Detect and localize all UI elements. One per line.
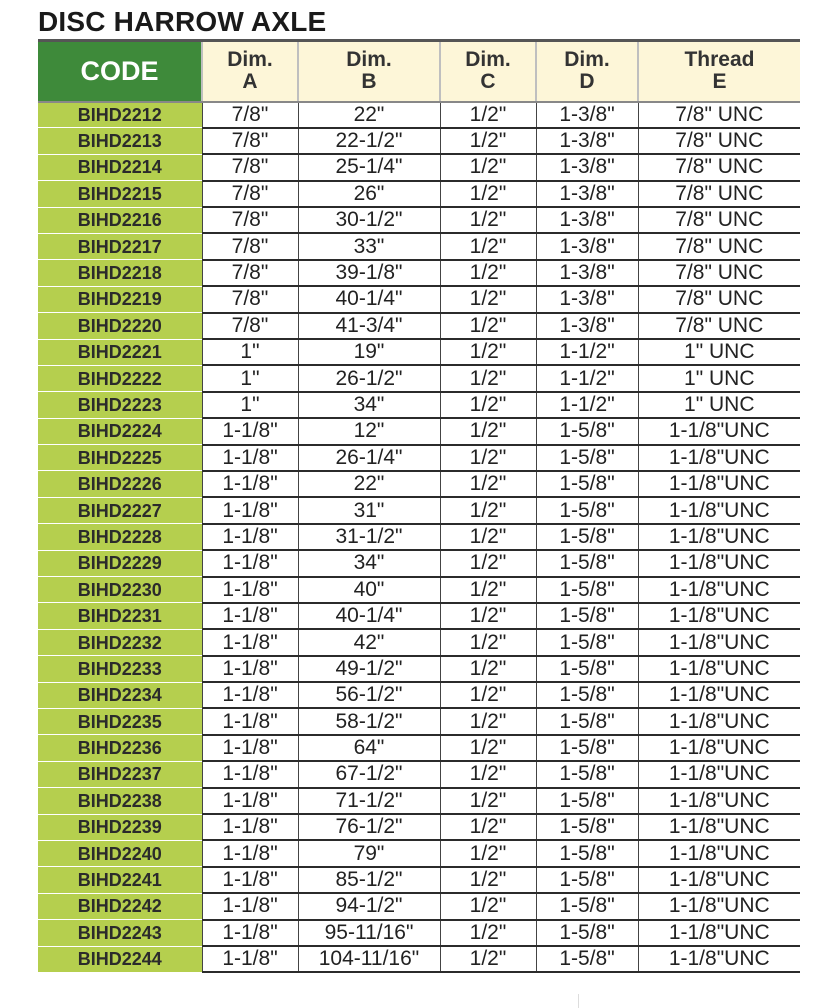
cell-dim-c: 1/2" <box>440 946 536 972</box>
cell-thread-e: 1-1/8"UNC <box>638 840 800 866</box>
cell-code: BIHD2228 <box>38 524 202 550</box>
table-row <box>38 577 800 603</box>
header-thread-e <box>638 41 800 102</box>
cell-code: BIHD2234 <box>38 682 202 708</box>
cell-code: BIHD2222 <box>38 365 202 391</box>
header-code: CODE <box>38 41 202 102</box>
cell-dim-d: 1-5/8" <box>536 682 638 708</box>
cell-dim-b: 22" <box>298 471 440 497</box>
cell-code: BIHD2223 <box>38 392 202 418</box>
cell-thread-e: 1-1/8"UNC <box>638 629 800 655</box>
cell-code: BIHD2215 <box>38 181 202 207</box>
cell-dim-d: 1-5/8" <box>536 867 638 893</box>
cell-dim-a: 1-1/8" <box>202 550 298 576</box>
cell-dim-b: 34" <box>298 550 440 576</box>
table-row <box>38 524 800 550</box>
cell-dim-c: 1/2" <box>440 418 536 444</box>
cell-dim-c: 1/2" <box>440 445 536 471</box>
cell-dim-a: 7/8" <box>202 102 298 128</box>
cell-thread-e: 7/8" UNC <box>638 313 800 339</box>
table-row <box>38 867 800 893</box>
cell-dim-c: 1/2" <box>440 867 536 893</box>
cell-thread-e: 1-1/8"UNC <box>638 524 800 550</box>
cell-dim-b: 26-1/4" <box>298 445 440 471</box>
cell-thread-e: 1-1/8"UNC <box>638 708 800 734</box>
cell-code: BIHD2239 <box>38 814 202 840</box>
table-row <box>38 286 800 312</box>
cell-dim-a: 7/8" <box>202 286 298 312</box>
header-dim-c <box>440 41 536 102</box>
table-row <box>38 814 800 840</box>
cell-dim-a: 1-1/8" <box>202 418 298 444</box>
cell-dim-d: 1-5/8" <box>536 814 638 840</box>
cell-code: BIHD2237 <box>38 761 202 787</box>
cell-dim-d: 1-1/2" <box>536 392 638 418</box>
cell-thread-e: 1-1/8"UNC <box>638 893 800 919</box>
header-dim-a-line1: Dim. <box>227 48 273 72</box>
cell-dim-a: 1-1/8" <box>202 524 298 550</box>
cell-dim-b: 40-1/4" <box>298 286 440 312</box>
cell-dim-b: 79" <box>298 840 440 866</box>
cell-dim-b: 85-1/2" <box>298 867 440 893</box>
table-row <box>38 840 800 866</box>
table-row <box>38 656 800 682</box>
cell-dim-d: 1-5/8" <box>536 418 638 444</box>
cell-dim-a: 1-1/8" <box>202 577 298 603</box>
cell-dim-a: 7/8" <box>202 181 298 207</box>
cell-thread-e: 1-1/8"UNC <box>638 867 800 893</box>
table-row <box>38 708 800 734</box>
cell-code: BIHD2219 <box>38 286 202 312</box>
cell-dim-a: 7/8" <box>202 128 298 154</box>
cell-dim-d: 1-5/8" <box>536 946 638 972</box>
cell-dim-b: 31" <box>298 497 440 523</box>
cell-code: BIHD2218 <box>38 260 202 286</box>
cell-dim-b: 40" <box>298 577 440 603</box>
cell-dim-d: 1-5/8" <box>536 550 638 576</box>
header-dim-a <box>202 41 298 102</box>
table-body <box>38 102 800 973</box>
header-dim-d <box>536 41 638 102</box>
cell-dim-b: 56-1/2" <box>298 682 440 708</box>
cell-dim-b: 22" <box>298 102 440 128</box>
cell-dim-a: 1-1/8" <box>202 761 298 787</box>
cell-thread-e: 1" UNC <box>638 339 800 365</box>
cell-dim-a: 7/8" <box>202 313 298 339</box>
table-row <box>38 445 800 471</box>
cell-dim-d: 1-5/8" <box>536 445 638 471</box>
cell-dim-c: 1/2" <box>440 497 536 523</box>
cell-dim-a: 7/8" <box>202 233 298 259</box>
cell-code: BIHD2230 <box>38 577 202 603</box>
cell-dim-a: 1-1/8" <box>202 788 298 814</box>
cell-dim-a: 1-1/8" <box>202 682 298 708</box>
cell-dim-d: 1-3/8" <box>536 102 638 128</box>
cell-thread-e: 1-1/8"UNC <box>638 603 800 629</box>
cell-dim-c: 1/2" <box>440 207 536 233</box>
cell-dim-c: 1/2" <box>440 102 536 128</box>
cell-code: BIHD2229 <box>38 550 202 576</box>
cell-code: BIHD2241 <box>38 867 202 893</box>
cell-dim-c: 1/2" <box>440 128 536 154</box>
cell-dim-d: 1-5/8" <box>536 629 638 655</box>
cell-thread-e: 7/8" UNC <box>638 102 800 128</box>
table-row <box>38 154 800 180</box>
cell-dim-c: 1/2" <box>440 577 536 603</box>
cell-thread-e: 1-1/8"UNC <box>638 946 800 972</box>
cell-dim-c: 1/2" <box>440 893 536 919</box>
table-header-row <box>38 41 800 102</box>
cell-code: BIHD2244 <box>38 946 202 972</box>
cell-dim-c: 1/2" <box>440 181 536 207</box>
cell-dim-d: 1-3/8" <box>536 181 638 207</box>
cell-dim-c: 1/2" <box>440 471 536 497</box>
table-row <box>38 365 800 391</box>
table-row <box>38 418 800 444</box>
cell-dim-b: 31-1/2" <box>298 524 440 550</box>
cell-code: BIHD2227 <box>38 497 202 523</box>
cell-code: BIHD2224 <box>38 418 202 444</box>
table-row <box>38 128 800 154</box>
cell-dim-a: 7/8" <box>202 207 298 233</box>
cell-dim-d: 1-3/8" <box>536 233 638 259</box>
table-row <box>38 339 800 365</box>
table-row <box>38 102 800 128</box>
cell-dim-b: 40-1/4" <box>298 603 440 629</box>
cell-dim-d: 1-3/8" <box>536 207 638 233</box>
table-row <box>38 629 800 655</box>
cell-thread-e: 1-1/8"UNC <box>638 761 800 787</box>
cell-dim-c: 1/2" <box>440 788 536 814</box>
header-dim-b <box>298 41 440 102</box>
header-dim-b-line1: Dim. <box>346 48 392 72</box>
cell-dim-b: 26-1/2" <box>298 365 440 391</box>
cell-dim-b: 22-1/2" <box>298 128 440 154</box>
cell-code: BIHD2231 <box>38 603 202 629</box>
table-row <box>38 260 800 286</box>
cell-dim-b: 26" <box>298 181 440 207</box>
header-thread-e-line2: E <box>712 70 727 94</box>
cell-dim-a: 1" <box>202 339 298 365</box>
cell-dim-c: 1/2" <box>440 339 536 365</box>
cell-dim-d: 1-1/2" <box>536 365 638 391</box>
cell-dim-b: 49-1/2" <box>298 656 440 682</box>
cell-dim-b: 12" <box>298 418 440 444</box>
table-row <box>38 735 800 761</box>
cell-code: BIHD2242 <box>38 893 202 919</box>
cell-code: BIHD2235 <box>38 708 202 734</box>
cell-code: BIHD2214 <box>38 154 202 180</box>
cell-dim-c: 1/2" <box>440 840 536 866</box>
cell-dim-d: 1-3/8" <box>536 154 638 180</box>
header-dim-d-line1: Dim. <box>564 48 610 72</box>
cell-dim-c: 1/2" <box>440 682 536 708</box>
cell-dim-c: 1/2" <box>440 629 536 655</box>
cell-dim-a: 1" <box>202 392 298 418</box>
cell-dim-d: 1-5/8" <box>536 524 638 550</box>
cell-dim-d: 1-5/8" <box>536 603 638 629</box>
cell-code: BIHD2217 <box>38 233 202 259</box>
cell-dim-c: 1/2" <box>440 920 536 946</box>
cell-dim-a: 1-1/8" <box>202 656 298 682</box>
cell-dim-c: 1/2" <box>440 365 536 391</box>
cell-thread-e: 1-1/8"UNC <box>638 920 800 946</box>
table-row <box>38 946 800 972</box>
cell-dim-c: 1/2" <box>440 656 536 682</box>
cell-dim-c: 1/2" <box>440 550 536 576</box>
header-dim-b-line2: B <box>361 70 377 94</box>
cell-dim-d: 1-1/2" <box>536 339 638 365</box>
cell-dim-b: 30-1/2" <box>298 207 440 233</box>
cell-dim-d: 1-5/8" <box>536 497 638 523</box>
cell-dim-b: 39-1/8" <box>298 260 440 286</box>
cell-dim-c: 1/2" <box>440 708 536 734</box>
cell-code: BIHD2221 <box>38 339 202 365</box>
cell-thread-e: 7/8" UNC <box>638 233 800 259</box>
cell-dim-b: 95-11/16" <box>298 920 440 946</box>
cell-dim-a: 1-1/8" <box>202 471 298 497</box>
cell-dim-a: 1-1/8" <box>202 735 298 761</box>
cell-dim-a: 7/8" <box>202 260 298 286</box>
cell-dim-a: 1-1/8" <box>202 920 298 946</box>
cell-dim-a: 1-1/8" <box>202 893 298 919</box>
header-thread-e-line1: Thread <box>684 48 755 72</box>
cell-thread-e: 1-1/8"UNC <box>638 550 800 576</box>
table-row <box>38 207 800 233</box>
table-row <box>38 313 800 339</box>
cell-thread-e: 7/8" UNC <box>638 154 800 180</box>
cell-dim-d: 1-5/8" <box>536 893 638 919</box>
cell-code: BIHD2220 <box>38 313 202 339</box>
cell-dim-a: 1-1/8" <box>202 629 298 655</box>
table-row <box>38 392 800 418</box>
table-row <box>38 761 800 787</box>
cell-dim-b: 104-11/16" <box>298 946 440 972</box>
cell-dim-d: 1-5/8" <box>536 761 638 787</box>
cell-dim-b: 42" <box>298 629 440 655</box>
cell-dim-c: 1/2" <box>440 524 536 550</box>
cell-thread-e: 1-1/8"UNC <box>638 814 800 840</box>
cell-dim-c: 1/2" <box>440 154 536 180</box>
cell-dim-a: 1" <box>202 365 298 391</box>
cell-dim-a: 1-1/8" <box>202 497 298 523</box>
header-dim-a-line2: A <box>242 70 258 94</box>
cell-dim-b: 71-1/2" <box>298 788 440 814</box>
cell-dim-a: 7/8" <box>202 154 298 180</box>
cell-thread-e: 7/8" UNC <box>638 128 800 154</box>
cell-dim-c: 1/2" <box>440 814 536 840</box>
cell-code: BIHD2216 <box>38 207 202 233</box>
cell-thread-e: 1-1/8"UNC <box>638 788 800 814</box>
header-dim-c-line1: Dim. <box>465 48 511 72</box>
cell-dim-a: 1-1/8" <box>202 603 298 629</box>
header-dim-d-line2: D <box>579 70 595 94</box>
table-row <box>38 497 800 523</box>
cell-dim-d: 1-5/8" <box>536 840 638 866</box>
cell-dim-c: 1/2" <box>440 233 536 259</box>
cell-dim-d: 1-5/8" <box>536 656 638 682</box>
cell-dim-b: 94-1/2" <box>298 893 440 919</box>
cell-dim-d: 1-3/8" <box>536 313 638 339</box>
cell-dim-c: 1/2" <box>440 735 536 761</box>
cell-thread-e: 1-1/8"UNC <box>638 418 800 444</box>
cell-dim-d: 1-5/8" <box>536 920 638 946</box>
cell-code: BIHD2213 <box>38 128 202 154</box>
cell-code: BIHD2212 <box>38 102 202 128</box>
cell-dim-a: 1-1/8" <box>202 946 298 972</box>
table-row <box>38 550 800 576</box>
table-row <box>38 471 800 497</box>
cell-code: BIHD2236 <box>38 735 202 761</box>
page-title: DISC HARROW AXLE <box>38 6 327 37</box>
cell-dim-a: 1-1/8" <box>202 867 298 893</box>
cell-dim-d: 1-3/8" <box>536 128 638 154</box>
cell-dim-b: 33" <box>298 233 440 259</box>
cell-thread-e: 1-1/8"UNC <box>638 682 800 708</box>
disc-harrow-axle-table <box>38 39 800 973</box>
cell-dim-b: 34" <box>298 392 440 418</box>
cell-dim-d: 1-3/8" <box>536 260 638 286</box>
cell-dim-b: 67-1/2" <box>298 761 440 787</box>
table-row <box>38 682 800 708</box>
cell-dim-c: 1/2" <box>440 603 536 629</box>
cell-dim-c: 1/2" <box>440 313 536 339</box>
cell-code: BIHD2226 <box>38 471 202 497</box>
cell-dim-c: 1/2" <box>440 392 536 418</box>
table-row <box>38 181 800 207</box>
cell-dim-d: 1-5/8" <box>536 788 638 814</box>
cell-thread-e: 1" UNC <box>638 365 800 391</box>
cell-dim-d: 1-3/8" <box>536 286 638 312</box>
cell-dim-b: 64" <box>298 735 440 761</box>
cell-code: BIHD2232 <box>38 629 202 655</box>
cell-dim-d: 1-5/8" <box>536 735 638 761</box>
cell-dim-a: 1-1/8" <box>202 445 298 471</box>
cell-dim-c: 1/2" <box>440 260 536 286</box>
cell-thread-e: 7/8" UNC <box>638 286 800 312</box>
cell-thread-e: 1-1/8"UNC <box>638 471 800 497</box>
cell-thread-e: 1" UNC <box>638 392 800 418</box>
cell-thread-e: 7/8" UNC <box>638 260 800 286</box>
cell-thread-e: 1-1/8"UNC <box>638 577 800 603</box>
cell-dim-b: 41-3/4" <box>298 313 440 339</box>
cell-code: BIHD2240 <box>38 840 202 866</box>
table-row <box>38 893 800 919</box>
cell-code: BIHD2243 <box>38 920 202 946</box>
cell-dim-b: 25-1/4" <box>298 154 440 180</box>
cell-thread-e: 1-1/8"UNC <box>638 497 800 523</box>
cell-dim-d: 1-5/8" <box>536 471 638 497</box>
cell-dim-d: 1-5/8" <box>536 577 638 603</box>
cell-dim-d: 1-5/8" <box>536 708 638 734</box>
cell-code: BIHD2225 <box>38 445 202 471</box>
cell-dim-c: 1/2" <box>440 761 536 787</box>
cell-dim-c: 1/2" <box>440 286 536 312</box>
cell-thread-e: 1-1/8"UNC <box>638 445 800 471</box>
table-row <box>38 788 800 814</box>
cell-dim-a: 1-1/8" <box>202 840 298 866</box>
cell-code: BIHD2238 <box>38 788 202 814</box>
cell-thread-e: 1-1/8"UNC <box>638 656 800 682</box>
cell-dim-b: 19" <box>298 339 440 365</box>
header-dim-c-line2: C <box>480 70 496 94</box>
page-edge-mark <box>578 994 579 1008</box>
table-row <box>38 233 800 259</box>
table-row <box>38 603 800 629</box>
cell-thread-e: 7/8" UNC <box>638 207 800 233</box>
cell-dim-a: 1-1/8" <box>202 708 298 734</box>
cell-dim-b: 76-1/2" <box>298 814 440 840</box>
cell-code: BIHD2233 <box>38 656 202 682</box>
cell-dim-a: 1-1/8" <box>202 814 298 840</box>
cell-thread-e: 7/8" UNC <box>638 181 800 207</box>
cell-thread-e: 1-1/8"UNC <box>638 735 800 761</box>
table-row <box>38 920 800 946</box>
cell-dim-b: 58-1/2" <box>298 708 440 734</box>
